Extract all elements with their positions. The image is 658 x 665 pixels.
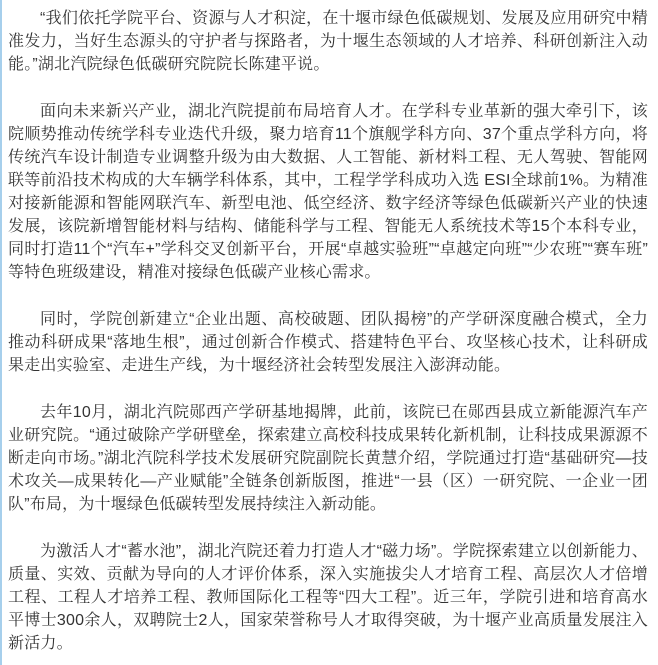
paragraph-talent-programs: 为激活人才“蓄水池”，湖北汽院还着力打造人才“磁力场”。学院探索建立以创新能力、质量、实效、贡献为导向的人才评价体系，深入实施拔尖人才培育工程、高层次人才倍增工程、工程人才培养工程、教师国际化工程等“四大工程”。近三年，学院引进和培育高水平博士300余人，双聘院士2人，国家荣誉称号人才取得突破，为十堰产业高质量发展注入新活力。 bbox=[8, 543, 648, 652]
paragraph-quote-chen-jianping: “我们依托学院平台、资源与人才积淀，在十堰市绿色低碳规划、发展及应用研究中精准发力，当好生态源头的守护者与探路者，为十堰生态领域的人才培养、科研创新注入动能。”湖北汽院绿色低碳研究院院长陈建平说。 bbox=[8, 10, 648, 73]
paragraph-discipline-upgrade: 面向未来新兴产业，湖北汽院提前布局培育人才。在学科专业革新的强大牵引下，该院顺势推动传统学科专业迭代升级，聚力培育11个旗舰学科方向、37个重点学科方向，将传统汽车设计制造专业调整升级为由大数据、人工智能、新材料工程、无人驾驶、智能网联等前沿技术构成的大车辆学科体系，其中，工程学学科成功入选 ESI全球前1%。为精准对接新能源和智能网联汽车、新型电池、低空经济、数字经济等绿色低碳新兴产业的快速发展，该院新增智能材料与结构、储能科学与工程、智能无人系统技术等15个本科专业，同时打造11个“汽车+”学科交叉创新平台，开展“卓越实验班”“卓越定向班”“少农班”“赛车班”等特色班级建设，精准对接绿色低碳产业核心需求。 bbox=[8, 103, 648, 281]
paragraph-industry-university-research: 同时，学院创新建立“企业出题、高校破题、团队揭榜”的产学研深度融合模式，全力推动科研成果“落地生根”，通过创新合作模式、搭建特色平台、攻坚核心技术，让科研成果走出实验室、走进生产线，为十堰经济社会转型发展注入澎湃动能。 bbox=[8, 311, 648, 374]
paragraph-yunxi-base: 去年10月，湖北汽院郧西产学研基地揭牌，此前，该院已在郧西县成立新能源汽车产业研究院。“通过破除产学研壁垒，探索建立高校科技成果转化新机制，让科技成果源源不断走向市场。”湖北汽院科学技术发展研究院副院长黄慧介绍，学院通过打造“基础研究—技术攻关—成果转化—产业赋能”全链条创新版图，推进“一县（区）一研究院、一企业一团队”布局，为十堰绿色低碳转型发展持续注入新动能。 bbox=[8, 404, 648, 513]
left-border-rule bbox=[0, 0, 2, 665]
